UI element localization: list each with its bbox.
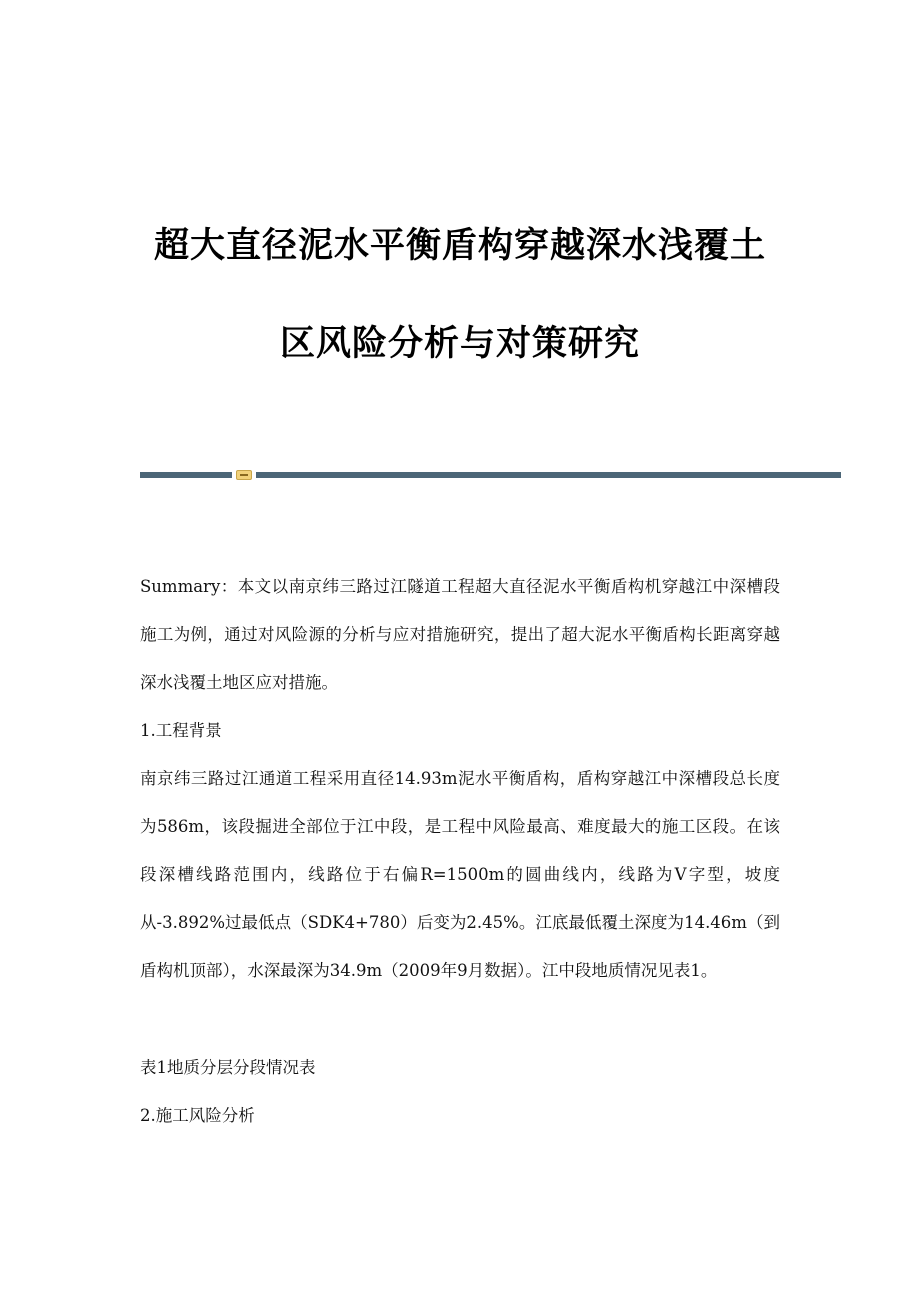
divider-bar-left <box>140 472 232 478</box>
section-1-heading-text: 1.工程背景 <box>140 721 222 740</box>
divider-bar-right <box>256 472 841 478</box>
section-1-heading <box>140 707 780 755</box>
title-divider <box>140 470 841 479</box>
section-2-heading <box>140 1092 780 1140</box>
table-caption <box>140 1044 780 1092</box>
divider-emblem-icon <box>236 470 252 480</box>
summary-text: Summary：本文以南京纬三路过江隧道工程超大直径泥水平衡盾构机穿越江中深槽段施工为例，通过对风险源的分析与应对措施研究，提出了超大泥水平衡盾构长距离穿越深水浅覆土地区应对措施。 <box>140 577 780 692</box>
document-title-line-1: 超大直径泥水平衡盾构穿越深水浅覆土 <box>153 225 766 266</box>
section-1-body-text: 南京纬三路过江通道工程采用直径14.93m泥水平衡盾构，盾构穿越江中深槽段总长度为586m，该段掘进全部位于江中段，是工程中风险最高、难度最大的施工区段。在该段深槽线路范围内，线路位于右偏R=1500m的圆曲线内，线路为V字型，坡度从-3.892%过最低点（SDK4+780）后变为2.45%。江底最低覆土深度为14.46m（到盾构机顶部），水深最深为34.9m（2009年9月数据）。江中段地质情况见表1。 <box>140 769 780 980</box>
document-title-line-2: 区风险分析与对策研究 <box>279 323 640 364</box>
section-1-body <box>140 755 780 995</box>
table-caption-text: 表1地质分层分段情况表 <box>140 1058 316 1077</box>
summary-paragraph <box>140 563 780 707</box>
section-2-heading-text: 2.施工风险分析 <box>140 1106 255 1125</box>
